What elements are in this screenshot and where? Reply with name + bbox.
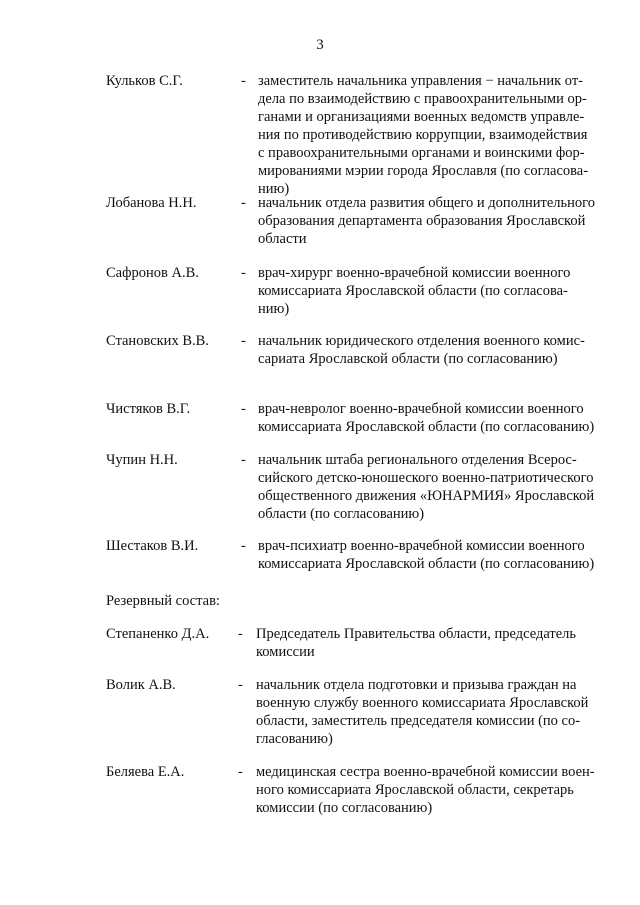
member-description: начальник отдела подготовки и призыва граждан на военную службу военного комиссариата Ярославской области, заместитель председателя комиссии (по со- гласованию) [256,677,589,747]
reserve-member-entry [106,763,616,817]
member-entry [106,194,616,248]
member-entry [106,332,616,368]
page-number: 3 [316,37,324,53]
member-description: медицинская сестра военно-врачебной комиссии воен- ного комиссариата Ярославской области, секретарь комиссии (по согласованию) [256,764,595,816]
member-entry [106,537,616,573]
member-name: Чупин Н.Н. [106,452,178,468]
member-name: Чистяков В.Г. [106,401,191,417]
member-name: Волик А.В. [106,677,176,693]
member-description: начальник отдела развития общего и дополнительного образования департамента образования Ярославской области [258,195,595,247]
member-entry [106,400,616,436]
member-description: врач-психиатр военно-врачебной комиссии военного комиссариата Ярославской области (по согласованию) [258,538,595,572]
member-description: заместитель начальника управления − начальник от- дела по взаимодействию с правоохранительными ор- ганами и организациями военных ведомств управле- ния по противодействию коррупции, взаимодействия с правоохранительными органами и воинскими фор- мированиями мэрии города Ярославля (по согласова- нию) [258,73,589,197]
member-name: Беляева Е.А. [106,764,185,780]
reserve-member-entry [106,625,616,661]
member-description: врач-хирург военно-врачебной комиссии военного комиссариата Ярославской области (по согласова- нию) [258,265,571,317]
member-name: Сафронов А.В. [106,265,199,281]
member-entry [106,72,616,198]
member-description: начальник штаба регионального отделения Всерос- сийского детско-юношеского военно-патриотического общественного движения «ЮНАРМИЯ» Ярославской области (по согласованию) [258,452,595,522]
member-name: Становских В.В. [106,333,209,349]
member-dash: - [241,195,246,211]
reserve-member-entry [106,676,616,748]
member-name: Лобанова Н.Н. [106,195,197,211]
member-dash: - [241,73,246,89]
member-description: Председатель Правительства области, председатель комиссии [256,626,577,660]
member-dash: - [238,626,243,642]
member-name: Кульков С.Г. [106,73,183,89]
member-dash: - [241,265,246,281]
member-entry [106,264,616,318]
member-entry [106,451,616,523]
member-name: Шестаков В.И. [106,538,199,554]
member-dash: - [241,333,246,349]
member-dash: - [241,452,246,468]
member-description: врач-невролог военно-врачебной комиссии военного комиссариата Ярославской области (по согласованию) [258,401,595,435]
member-name: Степаненко Д.А. [106,626,210,642]
member-description: начальник юридического отделения военного комис- сариата Ярославской области (по согласованию) [258,333,585,367]
member-dash: - [241,401,246,417]
member-dash: - [238,764,243,780]
reserve-heading: Резервный состав: [106,593,220,609]
member-dash: - [238,677,243,693]
member-dash: - [241,538,246,554]
